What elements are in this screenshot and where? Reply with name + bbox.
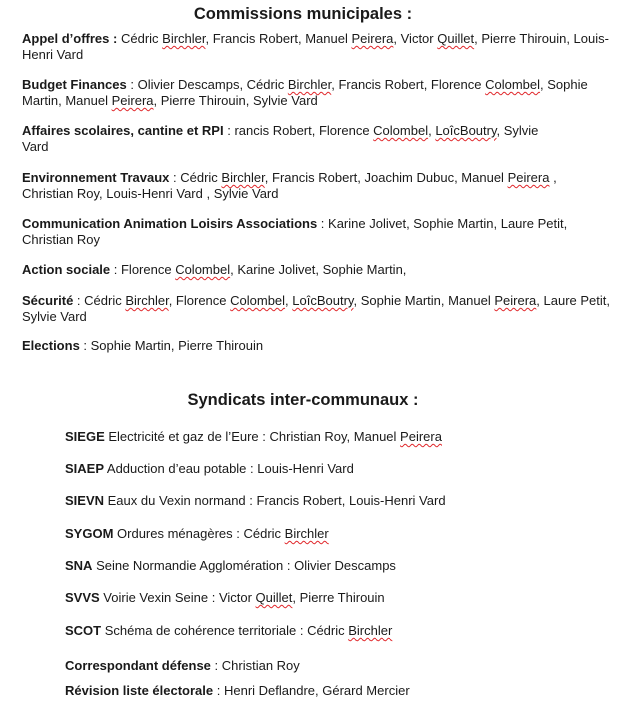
spellcheck-word: Birchler <box>221 170 265 185</box>
syndicat-name: Voirie Vexin Seine : <box>99 590 219 605</box>
extra-entry <box>65 683 605 699</box>
extra-members: Henri Deflandre, Gérard Mercier <box>223 683 410 698</box>
commissions-title: Commissions municipales : <box>193 5 413 23</box>
separator: : <box>73 293 85 308</box>
spellcheck-word: Birchler <box>125 293 169 308</box>
separator: : <box>223 123 235 138</box>
syndicat-entry <box>65 493 605 509</box>
spellcheck-word: Peirera <box>111 93 154 108</box>
syndicat-entry <box>65 558 605 574</box>
commission-label: Elections <box>22 338 80 353</box>
syndicat-name: Eaux du Vexin normand : <box>104 493 257 508</box>
commission-entry <box>22 31 612 63</box>
syndicats-title: Syndicats inter-communaux : <box>187 391 419 409</box>
spellcheck-word: Birchler <box>162 31 206 46</box>
syndicat-entry <box>65 590 605 606</box>
separator: : <box>213 683 224 698</box>
syndicat-members: Louis-Henri Vard <box>257 461 354 476</box>
commission-label: Affaires scolaires, cantine et RPI <box>22 123 224 138</box>
spellcheck-word: Quillet <box>437 31 475 46</box>
syndicat-name: Schéma de cohérence territoriale : <box>101 623 308 638</box>
separator: : <box>110 262 121 277</box>
syndicat-code: SIEVN <box>65 493 105 508</box>
commission-label: Communication Animation Loisirs Associations <box>22 216 318 231</box>
commission-entry <box>22 338 612 354</box>
syndicat-code: SVVS <box>65 590 100 605</box>
commission-members: Karine Jolivet, Sophie Martin, Laure Petit, Christian Roy <box>22 216 568 247</box>
syndicat-code: SIEGE <box>65 429 105 444</box>
syndicat-members: Francis Robert, Louis-Henri Vard <box>256 493 446 508</box>
commission-members: Sophie Martin, Pierre Thirouin <box>90 338 264 353</box>
commission-members: Cédric Birchler, Florence Colombel, LoîcBoutry, Sophie Martin, Manuel Peirera, Laure Petit, Sylvie Vard <box>22 293 611 324</box>
syndicat-entry <box>65 461 605 477</box>
commission-label: Action sociale <box>22 262 111 277</box>
commission-members: rancis Robert, Florence Colombel, LoîcBoutry, Sylvie Vard <box>22 123 539 154</box>
syndicat-code: SCOT <box>65 623 102 638</box>
spellcheck-word: LoîcBoutry <box>292 293 354 308</box>
spellcheck-word: Peirera <box>494 293 537 308</box>
commission-entry <box>22 293 612 325</box>
spellcheck-word: Birchler <box>284 526 329 541</box>
separator: : <box>317 216 329 231</box>
spellcheck-word: Birchler <box>287 77 332 92</box>
syndicat-entry <box>65 526 605 542</box>
separator: : <box>210 658 222 673</box>
syndicat-members: Cédric Birchler <box>243 526 329 541</box>
syndicat-code: SYGOM <box>65 526 114 541</box>
commission-label: Budget Finances <box>22 77 127 92</box>
spellcheck-word: LoîcBoutry <box>435 123 497 138</box>
syndicat-entry <box>65 623 605 639</box>
commission-members: Cédric Birchler, Francis Robert, Joachim Dubuc, Manuel Peirera , Christian Roy, Louis-Henri Vard , Sylvie Vard <box>22 170 557 201</box>
commission-members: Cédric Birchler, Francis Robert, Manuel Peirera, Victor Quillet, Pierre Thirouin, Louis-Henri Vard <box>22 31 609 62</box>
commission-label: Sécurité <box>22 293 74 308</box>
extra-entry <box>65 658 605 674</box>
syndicat-members: Victor Quillet, Pierre Thirouin <box>218 590 385 605</box>
commission-entry <box>22 170 607 202</box>
syndicat-name: Ordures ménagères : <box>113 526 244 541</box>
commission-members: Florence Colombel, Karine Jolivet, Sophie Martin, <box>120 262 407 277</box>
spellcheck-word: Colombel <box>175 262 231 277</box>
commission-entry <box>22 77 612 109</box>
extra-label: Correspondant défense <box>65 658 211 673</box>
spellcheck-word: Quillet <box>255 590 293 605</box>
spellcheck-word: Peirera <box>351 31 394 46</box>
spellcheck-word: Colombel <box>373 123 429 138</box>
commission-members: Olivier Descamps, Cédric Birchler, Francis Robert, Florence Colombel, Sophie Martin, Manuel Peirera, Pierre Thirouin, Sylvie Vard <box>22 77 588 108</box>
commission-label: Appel d’offres : <box>22 31 118 46</box>
commission-entry <box>22 216 612 248</box>
syndicat-name: Seine Normandie Agglomération : <box>92 558 295 573</box>
syndicat-name: Adduction d’eau potable : <box>104 461 258 476</box>
syndicat-code: SIAEP <box>65 461 105 476</box>
extra-label: Révision liste électorale <box>65 683 214 698</box>
spellcheck-word: Colombel <box>485 77 541 92</box>
syndicat-members: Cédric Birchler <box>307 623 393 638</box>
syndicat-members: Olivier Descamps <box>294 558 396 573</box>
spellcheck-word: Peirera <box>507 170 550 185</box>
spellcheck-word: Birchler <box>348 623 393 638</box>
commission-entry <box>22 123 562 155</box>
syndicat-entry <box>65 429 605 445</box>
separator: : <box>79 338 91 353</box>
extra-members: Christian Roy <box>221 658 300 673</box>
commission-entry <box>22 262 612 278</box>
commission-label: Environnement Travaux <box>22 170 170 185</box>
separator: : <box>169 170 181 185</box>
spellcheck-word: Colombel <box>230 293 286 308</box>
separator: : <box>126 77 138 92</box>
syndicat-name: Electricité et gaz de l’Eure : <box>104 429 270 444</box>
syndicat-members: Christian Roy, Manuel Peirera <box>269 429 442 444</box>
spellcheck-word: Peirera <box>400 429 442 444</box>
syndicat-code: SNA <box>65 558 93 573</box>
